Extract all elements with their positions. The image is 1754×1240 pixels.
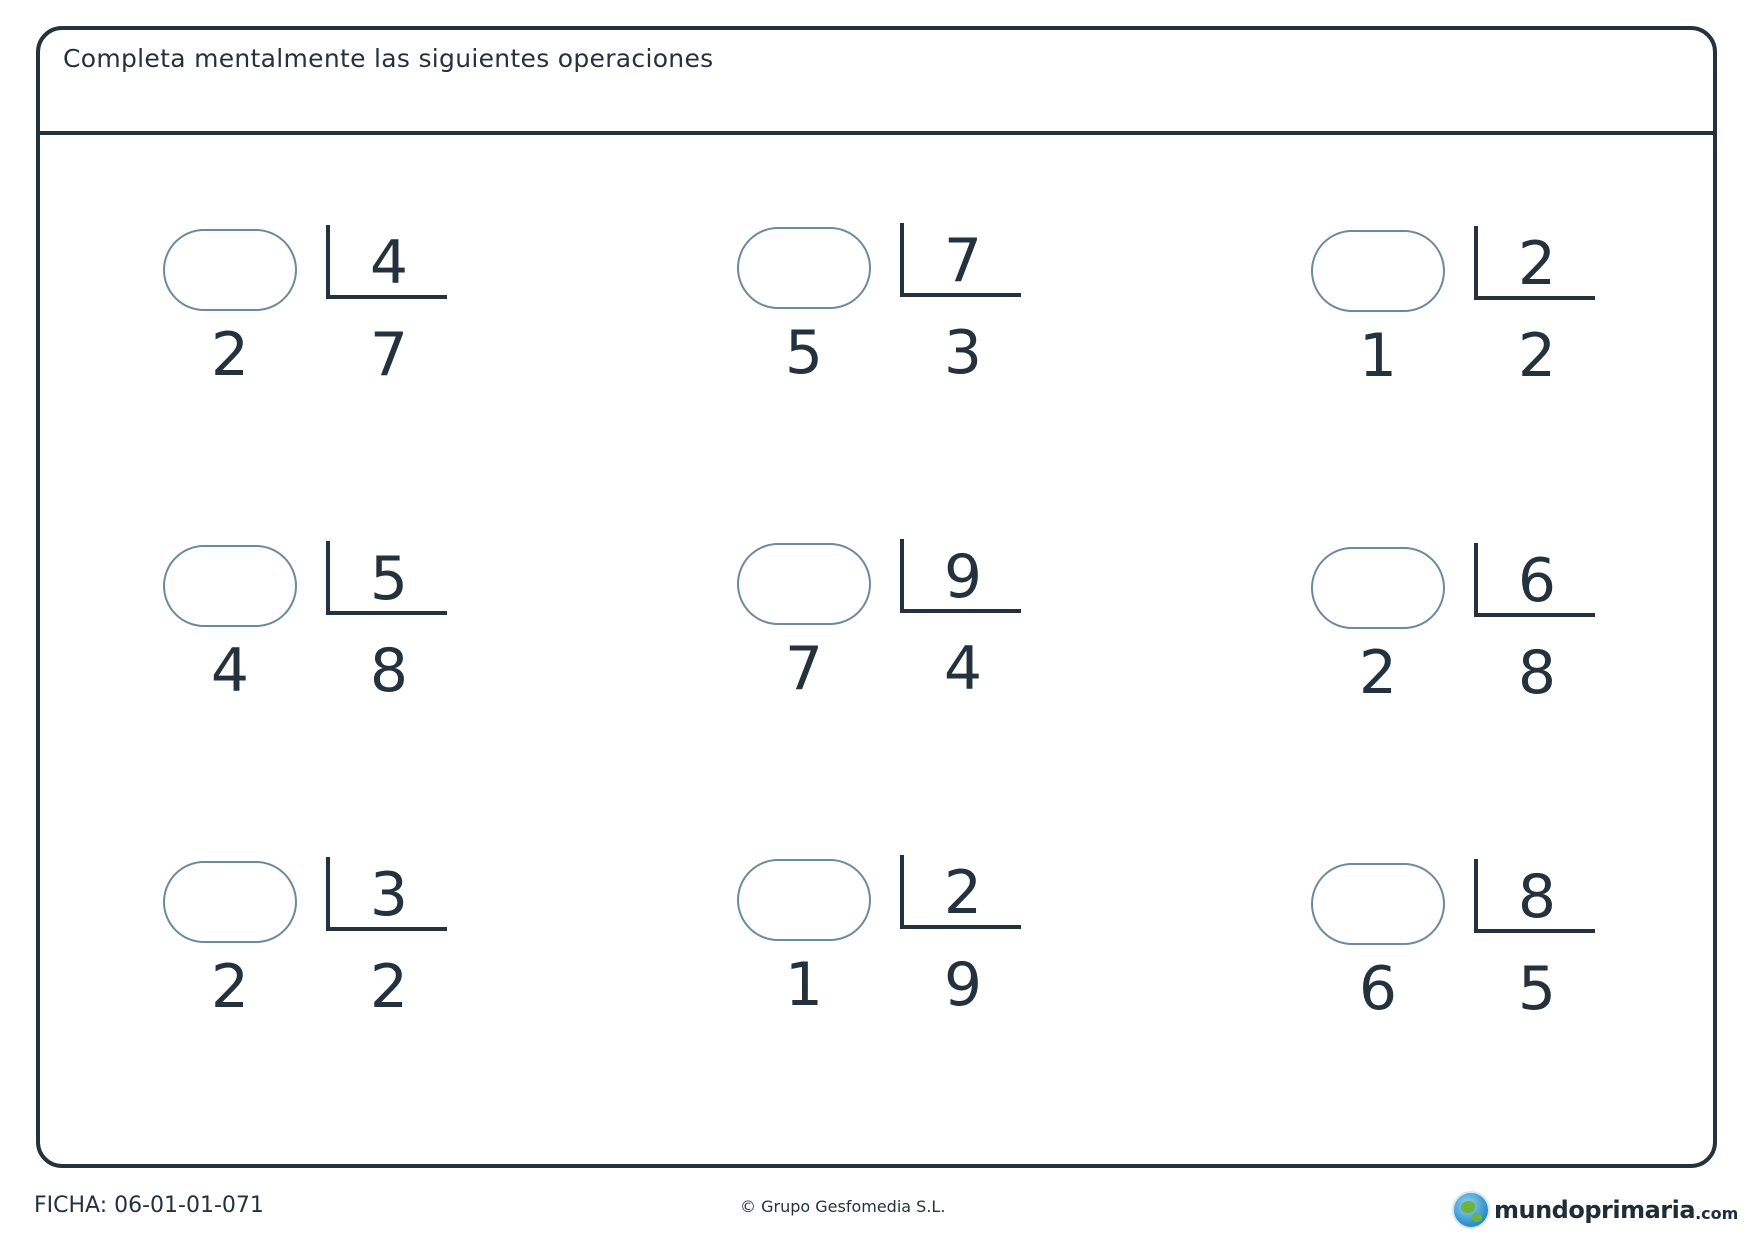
answer-box[interactable]	[163, 545, 297, 627]
answer-box[interactable]	[1311, 547, 1445, 629]
answer-box[interactable]	[163, 861, 297, 943]
quotient: 2	[1517, 321, 1557, 391]
divisor: 2	[1517, 229, 1557, 299]
quotient: 2	[369, 952, 409, 1022]
dividend: 6	[1358, 954, 1398, 1024]
division-operation-3	[1311, 230, 1631, 430]
dividend: 2	[1358, 638, 1398, 708]
division-operation-9	[1311, 863, 1631, 1063]
quotient: 8	[1517, 638, 1557, 708]
dividend: 2	[210, 320, 250, 390]
dividend: 4	[210, 636, 250, 706]
division-operation-1	[163, 229, 483, 429]
dividend: 1	[784, 950, 824, 1020]
dividend: 1	[1358, 321, 1398, 391]
divisor: 3	[369, 860, 409, 930]
quotient: 5	[1517, 954, 1557, 1024]
division-operation-7	[163, 861, 483, 1061]
divisor: 5	[369, 544, 409, 614]
dividend: 7	[784, 634, 824, 704]
answer-box[interactable]	[163, 229, 297, 311]
division-operation-8	[737, 859, 1057, 1059]
quotient: 4	[943, 634, 983, 704]
header-divider	[36, 131, 1717, 135]
dividend: 5	[784, 318, 824, 388]
answer-box[interactable]	[1311, 230, 1445, 312]
answer-box[interactable]	[1311, 863, 1445, 945]
division-operation-2	[737, 227, 1057, 427]
brand-logo[interactable]	[1452, 1188, 1738, 1232]
quotient: 9	[943, 950, 983, 1020]
answer-box[interactable]	[737, 543, 871, 625]
divisor: 8	[1517, 862, 1557, 932]
division-operation-6	[1311, 547, 1631, 747]
brand-name: mundoprimaria	[1494, 1196, 1696, 1224]
worksheet-code: FICHA: 06-01-01-071	[34, 1193, 264, 1218]
divisor: 4	[369, 228, 409, 298]
dividend: 2	[210, 952, 250, 1022]
answer-box[interactable]	[737, 227, 871, 309]
instructions-text: Completa mentalmente las siguientes operaciones	[63, 44, 714, 73]
divisor: 7	[943, 226, 983, 296]
quotient: 8	[369, 636, 409, 706]
divisor: 9	[943, 542, 983, 612]
globe-icon	[1452, 1191, 1490, 1229]
division-operation-4	[163, 545, 483, 745]
quotient: 7	[369, 320, 409, 390]
division-operation-5	[737, 543, 1057, 743]
copyright-text: © Grupo Gesfomedia S.L.	[740, 1197, 946, 1216]
brand-tld: .com	[1695, 1203, 1739, 1223]
quotient: 3	[943, 318, 983, 388]
divisor: 2	[943, 858, 983, 928]
answer-box[interactable]	[737, 859, 871, 941]
divisor: 6	[1517, 546, 1557, 616]
